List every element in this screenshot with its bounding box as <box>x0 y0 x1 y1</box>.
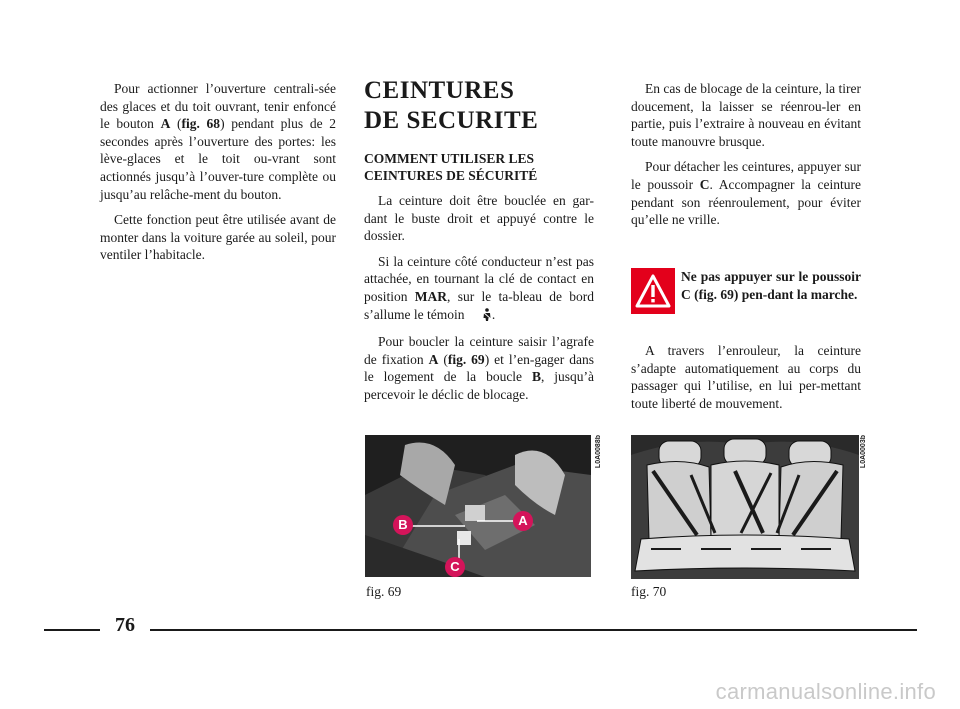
figure-69-buckle-photo <box>365 435 591 577</box>
callout-c-marker: C <box>445 557 465 577</box>
footer-rule-right <box>150 629 917 631</box>
watermark-text: carmanualsonline.info <box>715 679 936 704</box>
retractor-column <box>631 342 861 420</box>
subsection-heading: COMMENT UTILISER LES CEINTURES DE SÉCURITÉ <box>364 151 538 183</box>
page-number: 76 <box>115 614 135 636</box>
seatbelt-warning-icon <box>468 308 492 326</box>
buckle-posture-paragraph: La ceinture doit être bouclée en gar-dant le buste droit et appuyé contre le dossier. <box>364 193 594 244</box>
blocking-paragraph: En cas de blocage de la ceinture, la tirer doucement, la laisser se réenrou-ler en partie, puis l’extraire à nouveau en évitant toute manouvre brusque. <box>631 81 861 149</box>
release-column <box>631 80 861 237</box>
callout-b-marker: B <box>393 515 413 535</box>
figure-70-caption: fig. 70 <box>631 584 667 599</box>
figure-70-code: L0A0003b <box>860 435 867 469</box>
ventilation-paragraph: Cette fonction peut être utilisée avant de monter dans la voiture garée au soleil, pour ventiler l’habitacle. <box>100 212 336 263</box>
section-title: CEINTURES DE SECURITE <box>364 77 539 134</box>
figure-69-caption: fig. 69 <box>366 584 402 599</box>
intro-column <box>100 80 336 272</box>
warning-box <box>631 264 861 322</box>
figure-69-code: L0A0088b <box>595 435 602 469</box>
warning-triangle-icon <box>631 268 675 314</box>
release-paragraph: Pour détacher les ceintures, appuyer sur le poussoir C. Accompagner la ceinture pendant son réenroulement, pour éviter qu’elle ne vrille. <box>631 159 862 228</box>
buckle-instructions-paragraph: Pour boucler la ceinture saisir l’agrafe de fixation A (fig. 69) et l’en-gager dans le logement de la boucle B, jusqu’à percevoir le déclic de blocage. <box>364 334 595 402</box>
retractor-paragraph: A travers l’enrouleur, la ceinture s’adapte automatiquement au corps du passager qui l’utilise, en lui per-mettant toute liberté de mouvement. <box>631 343 861 411</box>
seatbelt-usage-column <box>364 150 594 412</box>
warning-text: Ne pas appuyer sur le poussoir C (fig. 69) pen-dant la marche. <box>681 269 861 302</box>
central-opening-paragraph: Pour actionner l’ouverture centrali-sée des glaces et du toit ouvrant, tenir enfoncé le bouton A (fig. 68) pendant plus de 2 secondes après l’ouverture des portes: les lève-glaces et le toit ou-vrant sont actionnés jusqu’à l’ouver-ture complète ou jusqu’au relâche-ment du bouton. <box>100 81 336 202</box>
driver-warning-paragraph: Si la ceinture côté conducteur n’est pas attachée, en tournant la clé de contact en position MAR, sur le ta-bleau de bord s’allume le témoin . <box>364 253 594 325</box>
footer-rule-left <box>44 629 100 631</box>
figure-70-rear-seat-illustration <box>631 435 859 579</box>
callout-a-marker: A <box>513 511 533 531</box>
